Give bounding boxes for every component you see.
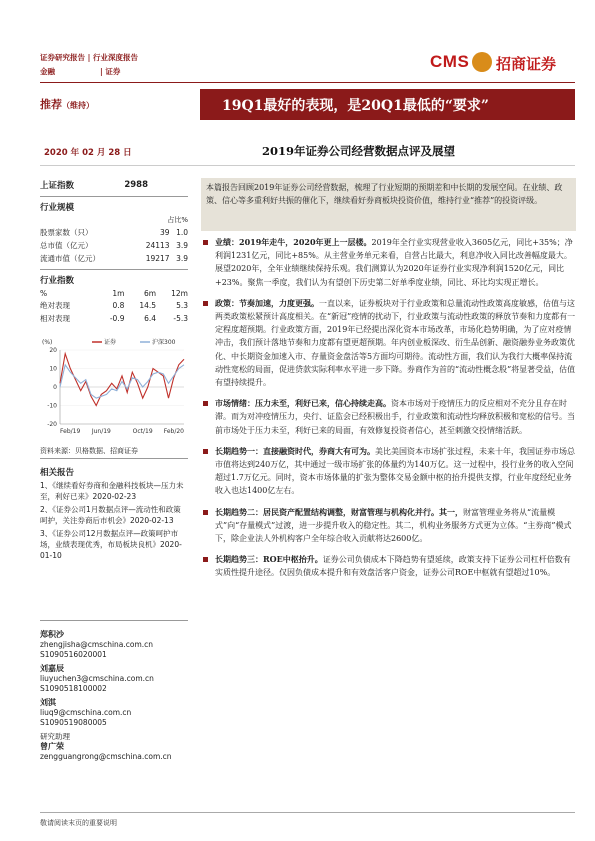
- divider: [40, 620, 188, 621]
- rating: 推荐（维持）: [40, 98, 94, 111]
- analyst-id: S1090518100002: [40, 684, 107, 693]
- footer-rule: [40, 812, 575, 813]
- chart-ylabel: (%): [42, 339, 53, 346]
- scale-table: [40, 226, 188, 265]
- headline-banner: 19Q1最好的表现，是20Q1最低的“要求”: [200, 89, 575, 120]
- cms-logo: CMS 招商证券: [430, 52, 557, 73]
- table-row: 总市值（亿元） 24113 3.9: [40, 241, 188, 250]
- analyst-email[interactable]: zhengjisha@cmschina.com.cn: [40, 640, 154, 649]
- x-tick-label: Jun/19: [91, 428, 111, 435]
- x-tick-label: Feb/20: [163, 428, 184, 435]
- bullet-square-icon: [203, 401, 208, 406]
- header-rule: [40, 82, 575, 83]
- index-value: 2988: [124, 180, 148, 190]
- legend-label: 证券: [104, 339, 117, 346]
- bullet-square-icon: [203, 557, 208, 562]
- related-section: [40, 462, 188, 561]
- list-item: 业绩：2019年走牛，2020年更上一层楼。2019年全行业实现营业收入3605亿元，同比+35%；净利润1231亿元，同比+85%。从主营业务单元来看，自营占比最大，利息净收入同比改善幅度最大。展望2020年，全年业绩继续保持乐观。我们测算认为2020年证券行业实现净利润1520亿元，同比+23%。聚焦一季度，我们认为有望创下历史第二好单季度业绩，同比、环比均实现正增长。: [201, 236, 576, 289]
- index-label: 上证指数: [40, 181, 75, 191]
- scale-title: 行业规模: [40, 203, 75, 213]
- y-tick-label: -20: [47, 421, 57, 428]
- bullet-square-icon: [203, 301, 208, 306]
- analyst-name: 刘淇: [40, 698, 56, 707]
- list-item: 市场情绪：压力未至，利好已来，信心持续走高。资本市场对于疫情压力的反应相对不充分且存在时滞。而为对冲疫情压力，央行、证监会已经积极出手，行业政策和流动性均释放积极和宽松的信号。当前市场处于压力未至，利好已来的局面，有效修复投资者信心，甚至刺激交投情绪活跃。: [201, 397, 576, 437]
- list-item: 长期趋势三：ROE中枢抬升。证券公司负债成本下降趋势有望延续，政策支持下证券公司杠杆倍数有实质性提升途径。仅因负债成本提升和有效盘活客户资金，证券公司ROE中枢就有望超过10%。: [201, 553, 576, 579]
- list-item: 长期趋势一：直接融资时代，券商大有可为。美比美国资本市场扩张过程，未来十年，我国证券市场总市值将达到240万亿，其中通过一级市场扩张的体量约为140万亿。这一过程中，投行业务的收入空间超过1.7万亿元。同时，资本市场体量的扩张为整体交易金额中枢的抬升提供支撑，行业年度经纪业务收入也达1400亿左右。: [201, 445, 576, 498]
- perf-title: 行业指数: [40, 276, 75, 286]
- analyst-email[interactable]: liuq9@cmschina.com.cn: [40, 708, 132, 717]
- subsector-tag: | 证券: [100, 67, 121, 76]
- bullet-square-icon: [203, 449, 208, 454]
- analyst-email[interactable]: liuyuchen3@cmschina.com.cn: [40, 674, 154, 683]
- document-title: 2019年证券公司经营数据点评及展望: [262, 144, 456, 158]
- logo-emblem-icon: [472, 52, 492, 72]
- assistant-email[interactable]: zengguangrong@cmschina.com.cn: [40, 752, 172, 761]
- bullet-square-icon: [203, 510, 208, 515]
- report-type-tag: 证券研究报告 | 行业深度报告: [40, 53, 138, 62]
- analyst-card: [40, 664, 188, 694]
- x-tick-label: Oct/19: [132, 428, 153, 435]
- table-row: 股票家数（只） 39 1.0: [40, 228, 188, 237]
- index-table: [40, 178, 188, 192]
- analyst-id: S1090516020001: [40, 650, 107, 659]
- perf-table: [40, 288, 188, 325]
- table-row: 相对表现 -0.9 6.4 -5.3: [40, 314, 188, 323]
- analyst-card: [40, 698, 188, 728]
- table-row: % 1m 6m 12m: [40, 289, 188, 298]
- key-points: [201, 236, 576, 588]
- analyst-name: 刘嘉辰: [40, 664, 64, 673]
- analyst-id: S1090519080005: [40, 718, 107, 727]
- index-chart-svg: [40, 336, 190, 441]
- y-tick-label: -10: [47, 402, 57, 410]
- assistant-title: 研究助理: [40, 732, 70, 741]
- y-tick-label: 20: [49, 347, 57, 354]
- analyst-card: [40, 630, 188, 660]
- table-row: 绝对表现 0.8 14.5 5.3: [40, 301, 188, 310]
- series-line: [60, 365, 184, 398]
- y-tick-label: 0: [53, 384, 57, 391]
- chart-source: 资料来源：贝格数据、招商证券: [40, 447, 138, 455]
- sector-tag: 金融: [40, 67, 55, 76]
- analyst-name: 郑积沙: [40, 630, 64, 639]
- related-report-link[interactable]: 1、《继续看好券商和金融科技板块—压力未至，利好已来》2020-02-23: [40, 481, 184, 501]
- scale-unit: 占比%: [167, 216, 188, 224]
- related-title: 相关报告: [40, 468, 75, 478]
- sidebar: [40, 178, 188, 325]
- related-report-link[interactable]: 2、《证券公司1月数据点评—流动性和政策呵护，关注券商后市机会》2020-02-13: [40, 505, 181, 525]
- report-date: 2020 年 02 月 28 日: [44, 148, 132, 158]
- related-report-link[interactable]: 3、《证券公司12月数据点评—政策呵护市场，业绩表现优秀，布局板块良机》2020-01-10: [40, 529, 182, 560]
- assistant-name: 曾广荣: [40, 742, 64, 751]
- y-tick-label: 10: [49, 365, 57, 373]
- divider: [40, 458, 188, 459]
- list-item: 政策：节奏加速，力度更强。一直以来，证券板块对于行业政策和总量流动性政策高度敏感，估值与这两类政策松紧预计高度相关。在“新冠”疫情的扰动下，行业政策与流动性政策的释放节奏和力度都有一定程度超预期。行业政策方面，2019年已经提出深化资本市场改革，市场化趋势明确，为了应对疫情冲击，我们预计落地节奏和力度都有望更超预期。年内创业板深改、衍生品创新、融资融券业务政策优化、中长期资金加速入市、存量资金盘活等5方面均可期待。流动性方面，我们认为我行大概率保持流动性宽松的局面，促进贷款实际利率水平进一步下降。券商作为首的“流动性概念股”将显著受益，估值有望持续提升。: [201, 297, 576, 389]
- legend-label: 沪深300: [152, 339, 176, 346]
- index-chart: [40, 336, 190, 441]
- footer-note: 敬请阅读末页的重要说明: [40, 819, 117, 827]
- list-item: 长期趋势二：居民资产配置结构调整，财富管理与机构化并行。其一，财富管理业务将从“流量模式”向“存量模式”过渡，进一步提升收入的稳定性。其二，机构业务服务方式更为立体。“主券商”模式下，除企业法人外机构客户全年综合收入贡献将达2600亿。: [201, 506, 576, 546]
- intro-summary: 本篇报告回顾2019年证券公司经营数据，梳理了行业短期的预期差和中长期的发展空间。在业绩、政策、信心等多重利好共振的催化下，继续看好券商板块投资价值，维持行业“推荐”的投资评级。: [201, 178, 576, 231]
- bullet-square-icon: [203, 240, 208, 245]
- series-line: [60, 354, 184, 406]
- analyst-list: [40, 630, 188, 762]
- table-row: 流通市值（亿元） 19217 3.9: [40, 254, 188, 263]
- title-rule: [40, 165, 575, 166]
- x-tick-label: Feb/19: [60, 428, 81, 435]
